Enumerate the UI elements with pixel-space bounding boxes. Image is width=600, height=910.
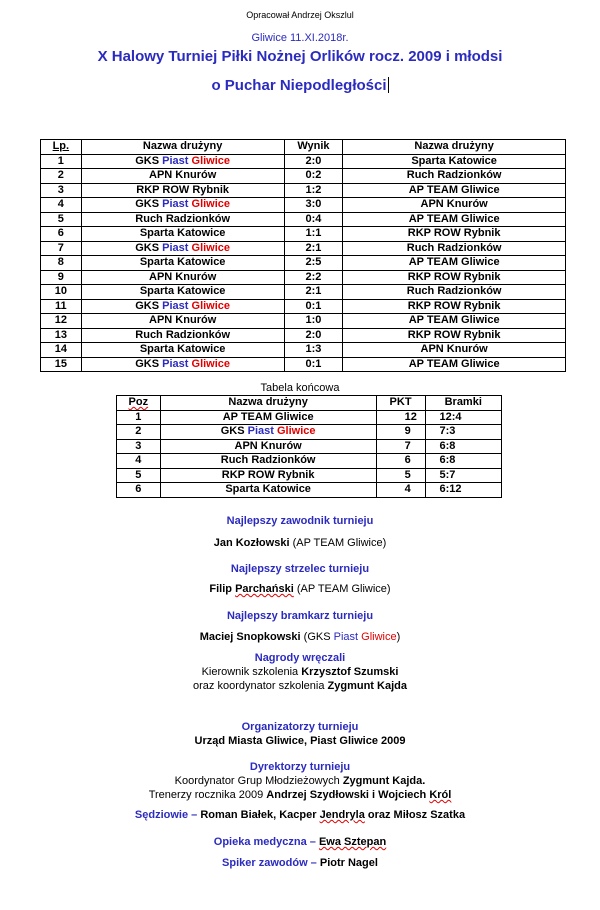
results-header-lp: Lp. xyxy=(41,140,82,155)
directors-line-2 xyxy=(0,789,600,801)
results-score: 3:0 xyxy=(284,198,343,213)
final-team xyxy=(160,425,376,440)
results-away-team: RKP ROW Rybnik xyxy=(343,299,566,314)
directors-heading xyxy=(0,761,600,773)
directors-line2-names: Andrzej Szydłowski i Wojciech xyxy=(266,789,427,801)
directors-heading-text: Dyrektorzy turnieju xyxy=(249,761,351,773)
organizers-heading xyxy=(0,721,600,733)
final-row xyxy=(117,439,502,454)
results-table xyxy=(40,139,566,372)
team-name-gliwice: Gliwice xyxy=(191,198,231,210)
results-lp: 3 xyxy=(41,183,82,198)
page-subtitle xyxy=(0,77,600,94)
final-table-caption: Tabela końcowa xyxy=(260,382,340,394)
results-score: 0:4 xyxy=(284,212,343,227)
final-pkt: 7 xyxy=(376,439,425,454)
presenters-line-1 xyxy=(0,666,600,678)
team-name-piast: Piast xyxy=(247,425,277,437)
directors-line1-label: Koordynator Grup Młodzieżowych xyxy=(174,775,340,787)
top-scorer-heading-text: Najlepszy strzelec turnieju xyxy=(230,563,370,575)
results-away-team: RKP ROW Rybnik xyxy=(343,270,566,285)
results-lp: 14 xyxy=(41,343,82,358)
final-header-poz-text: Poz xyxy=(128,396,149,408)
team-name-part: GKS xyxy=(135,241,163,254)
final-header-poz xyxy=(117,396,161,411)
final-pkt: 4 xyxy=(376,483,425,498)
final-pkt: 9 xyxy=(376,425,425,440)
final-team: APN Knurów xyxy=(160,439,376,454)
top-scorer-heading xyxy=(0,563,600,575)
results-lp: 4 xyxy=(41,198,82,213)
page-subtitle-text: o Puchar Niepodległości xyxy=(211,77,387,94)
results-row xyxy=(41,154,566,169)
results-lp: 8 xyxy=(41,256,82,271)
results-home-team xyxy=(81,241,284,256)
results-score: 1:0 xyxy=(284,314,343,329)
final-row xyxy=(117,483,502,498)
organizers-names: Urząd Miasta Gliwice, Piast Gliwice 2009 xyxy=(194,735,406,747)
best-player-line xyxy=(0,537,600,549)
medical-label: Opieka medyczna – xyxy=(213,836,316,848)
best-player-name: Jan Kozłowski xyxy=(213,537,290,549)
results-home-team: APN Knurów xyxy=(81,270,284,285)
team-name-part: GKS xyxy=(135,299,163,312)
final-goals: 6:12 xyxy=(425,483,502,498)
final-goals: 7:3 xyxy=(425,425,502,440)
best-goalkeeper-heading xyxy=(0,610,600,622)
team-name-piast: Piast xyxy=(162,241,192,254)
final-header-pkt: PKT xyxy=(376,396,425,411)
final-goals: 6:8 xyxy=(425,454,502,469)
top-scorer-line xyxy=(0,583,600,595)
page-title: X Halowy Turniej Piłki Nożnej Orlików rocz. 2009 i młodsi xyxy=(97,48,503,65)
results-header-score: Wynik xyxy=(284,140,343,155)
team-name-piast: Piast xyxy=(162,299,192,312)
results-header-away: Nazwa drużyny xyxy=(343,140,566,155)
results-row xyxy=(41,270,566,285)
final-poz: 6 xyxy=(117,483,161,498)
results-score: 1:2 xyxy=(284,183,343,198)
results-away-team: RKP ROW Rybnik xyxy=(343,328,566,343)
results-lp: 6 xyxy=(41,227,82,242)
results-home-team: Ruch Radzionków xyxy=(81,328,284,343)
results-lp: 12 xyxy=(41,314,82,329)
results-lp: 15 xyxy=(41,357,82,372)
results-away-team: AP TEAM Gliwice xyxy=(343,183,566,198)
results-row xyxy=(41,256,566,271)
best-goalkeeper-club-gliwice: Gliwice xyxy=(361,631,397,643)
results-away-team: APN Knurów xyxy=(343,198,566,213)
results-header-row xyxy=(41,140,566,155)
team-name-gliwice: Gliwice xyxy=(191,154,231,167)
results-away-team: RKP ROW Rybnik xyxy=(343,227,566,242)
text-cursor xyxy=(388,77,389,93)
results-away-team: Ruch Radzionków xyxy=(343,285,566,300)
results-away-team: AP TEAM Gliwice xyxy=(343,256,566,271)
final-pkt: 6 xyxy=(376,454,425,469)
results-home-team: APN Knurów xyxy=(81,169,284,184)
medical-name: Ewa Sztepan xyxy=(318,836,387,848)
best-player-club: (AP TEAM Gliwice) xyxy=(292,537,387,549)
team-name-piast: Piast xyxy=(162,198,192,210)
results-score: 2:0 xyxy=(284,154,343,169)
results-score: 2:1 xyxy=(284,241,343,256)
final-goals: 6:8 xyxy=(425,439,502,454)
directors-line1-name: Zygmunt Kajda. xyxy=(342,775,426,787)
results-row xyxy=(41,227,566,242)
results-lp: 13 xyxy=(41,328,82,343)
date-line: Gliwice 11.XI.2018r. xyxy=(251,32,349,44)
results-row xyxy=(41,285,566,300)
team-name-part: GKS xyxy=(135,154,163,167)
results-score: 2:5 xyxy=(284,256,343,271)
directors-line-1 xyxy=(0,775,600,787)
presenters-line1-label: Kierownik szkolenia xyxy=(201,666,299,678)
referees-label: Sędziowie – xyxy=(134,809,198,821)
organizers-heading-text: Organizatorzy turnieju xyxy=(241,721,359,733)
results-away-team: AP TEAM Gliwice xyxy=(343,357,566,372)
referees-names-a: Roman Białek, Kacper xyxy=(200,809,317,821)
speaker-name: Piotr Nagel xyxy=(319,857,378,869)
organizers-line xyxy=(0,735,600,747)
results-lp: 5 xyxy=(41,212,82,227)
final-goals: 12:4 xyxy=(425,410,502,425)
final-poz: 1 xyxy=(117,410,161,425)
results-lp: 2 xyxy=(41,169,82,184)
results-away-team: Ruch Radzionków xyxy=(343,241,566,256)
presenters-heading-text: Nagrody wręczali xyxy=(254,652,346,664)
results-score: 0:1 xyxy=(284,299,343,314)
final-team: RKP ROW Rybnik xyxy=(160,468,376,483)
final-team: AP TEAM Gliwice xyxy=(160,410,376,425)
best-goalkeeper-heading-text: Najlepszy bramkarz turnieju xyxy=(226,610,374,622)
results-row xyxy=(41,169,566,184)
results-lp: 7 xyxy=(41,241,82,256)
presenters-line2-label: oraz koordynator szkolenia xyxy=(193,680,325,692)
best-goalkeeper-club-prefix: (GKS xyxy=(303,631,331,643)
best-goalkeeper-club-piast: Piast xyxy=(333,631,359,643)
final-pkt: 5 xyxy=(376,468,425,483)
author-note: Opracował Andrzej Okszlul xyxy=(246,10,354,20)
results-score: 1:3 xyxy=(284,343,343,358)
results-home-team: Sparta Katowice xyxy=(81,256,284,271)
final-table xyxy=(116,395,502,498)
results-row xyxy=(41,183,566,198)
medical-line xyxy=(0,836,600,848)
results-home-team: Sparta Katowice xyxy=(81,343,284,358)
results-away-team: AP TEAM Gliwice xyxy=(343,314,566,329)
results-away-team: AP TEAM Gliwice xyxy=(343,212,566,227)
results-row xyxy=(41,328,566,343)
final-row xyxy=(117,454,502,469)
results-away-team: Ruch Radzionków xyxy=(343,169,566,184)
team-name-piast: Piast xyxy=(162,357,192,370)
referees-names-c: oraz Miłosz Szatka xyxy=(367,809,466,821)
results-lp: 11 xyxy=(41,299,82,314)
results-away-team: Sparta Katowice xyxy=(343,154,566,169)
final-goals: 5:7 xyxy=(425,468,502,483)
results-lp: 1 xyxy=(41,154,82,169)
results-home-team: RKP ROW Rybnik xyxy=(81,183,284,198)
best-player-heading xyxy=(0,515,600,527)
final-poz: 3 xyxy=(117,439,161,454)
directors-line2-label: Trenerzy rocznika 2009 xyxy=(148,789,264,801)
final-row xyxy=(117,425,502,440)
results-home-team: Ruch Radzionków xyxy=(81,212,284,227)
final-poz: 4 xyxy=(117,454,161,469)
results-score: 2:2 xyxy=(284,270,343,285)
directors-line2-krol: Król xyxy=(429,789,452,801)
presenters-heading xyxy=(0,652,600,664)
team-name-part: GKS xyxy=(135,198,163,210)
results-row xyxy=(41,314,566,329)
top-scorer-club: (AP TEAM Gliwice) xyxy=(296,583,391,595)
final-pkt: 12 xyxy=(376,410,425,425)
results-score: 0:1 xyxy=(284,357,343,372)
best-player-heading-text: Najlepszy zawodnik turnieju xyxy=(226,515,374,527)
results-row xyxy=(41,241,566,256)
results-row xyxy=(41,343,566,358)
results-row xyxy=(41,212,566,227)
results-score: 2:1 xyxy=(284,285,343,300)
referees-line xyxy=(0,809,600,821)
results-row xyxy=(41,198,566,213)
results-lp: 10 xyxy=(41,285,82,300)
results-away-team: APN Knurów xyxy=(343,343,566,358)
team-name-part: GKS xyxy=(220,425,248,437)
team-name-gliwice: Gliwice xyxy=(191,299,231,312)
final-body xyxy=(117,410,502,497)
results-header-home: Nazwa drużyny xyxy=(81,140,284,155)
final-row xyxy=(117,468,502,483)
final-row xyxy=(117,410,502,425)
final-poz: 5 xyxy=(117,468,161,483)
results-home-team xyxy=(81,154,284,169)
presenters-line1-name: Krzysztof Szumski xyxy=(301,666,399,678)
results-home-team xyxy=(81,357,284,372)
best-goalkeeper-club-suffix: ) xyxy=(396,631,401,643)
final-header-goals: Bramki xyxy=(425,396,502,411)
best-goalkeeper-line xyxy=(0,631,600,643)
best-goalkeeper-name: Maciej Snopkowski xyxy=(199,631,301,643)
results-home-team: Sparta Katowice xyxy=(81,285,284,300)
speaker-label: Spiker zawodów – xyxy=(222,857,317,869)
team-name-gliwice: Gliwice xyxy=(191,357,231,370)
results-row xyxy=(41,299,566,314)
final-header-team: Nazwa drużyny xyxy=(160,396,376,411)
results-lp: 9 xyxy=(41,270,82,285)
team-name-part: GKS xyxy=(135,357,163,370)
results-score: 1:1 xyxy=(284,227,343,242)
presenters-line-2 xyxy=(0,680,600,692)
results-home-team: APN Knurów xyxy=(81,314,284,329)
results-home-team xyxy=(81,198,284,213)
results-row xyxy=(41,357,566,372)
presenters-line2-name: Zygmunt Kajda xyxy=(327,680,407,692)
final-team: Sparta Katowice xyxy=(160,483,376,498)
results-score: 0:2 xyxy=(284,169,343,184)
final-header-row xyxy=(117,396,502,411)
team-name-gliwice: Gliwice xyxy=(277,425,316,437)
referees-names-b: Jendryla xyxy=(319,809,365,821)
top-scorer-first-name: Filip xyxy=(209,583,233,595)
results-home-team xyxy=(81,299,284,314)
final-team: Ruch Radzionków xyxy=(160,454,376,469)
team-name-gliwice: Gliwice xyxy=(191,241,231,254)
results-score: 2:0 xyxy=(284,328,343,343)
team-name-piast: Piast xyxy=(162,154,192,167)
top-scorer-last-name: Parchański xyxy=(235,583,294,595)
final-poz: 2 xyxy=(117,425,161,440)
results-body xyxy=(41,154,566,372)
speaker-line xyxy=(0,857,600,869)
results-home-team: Sparta Katowice xyxy=(81,227,284,242)
